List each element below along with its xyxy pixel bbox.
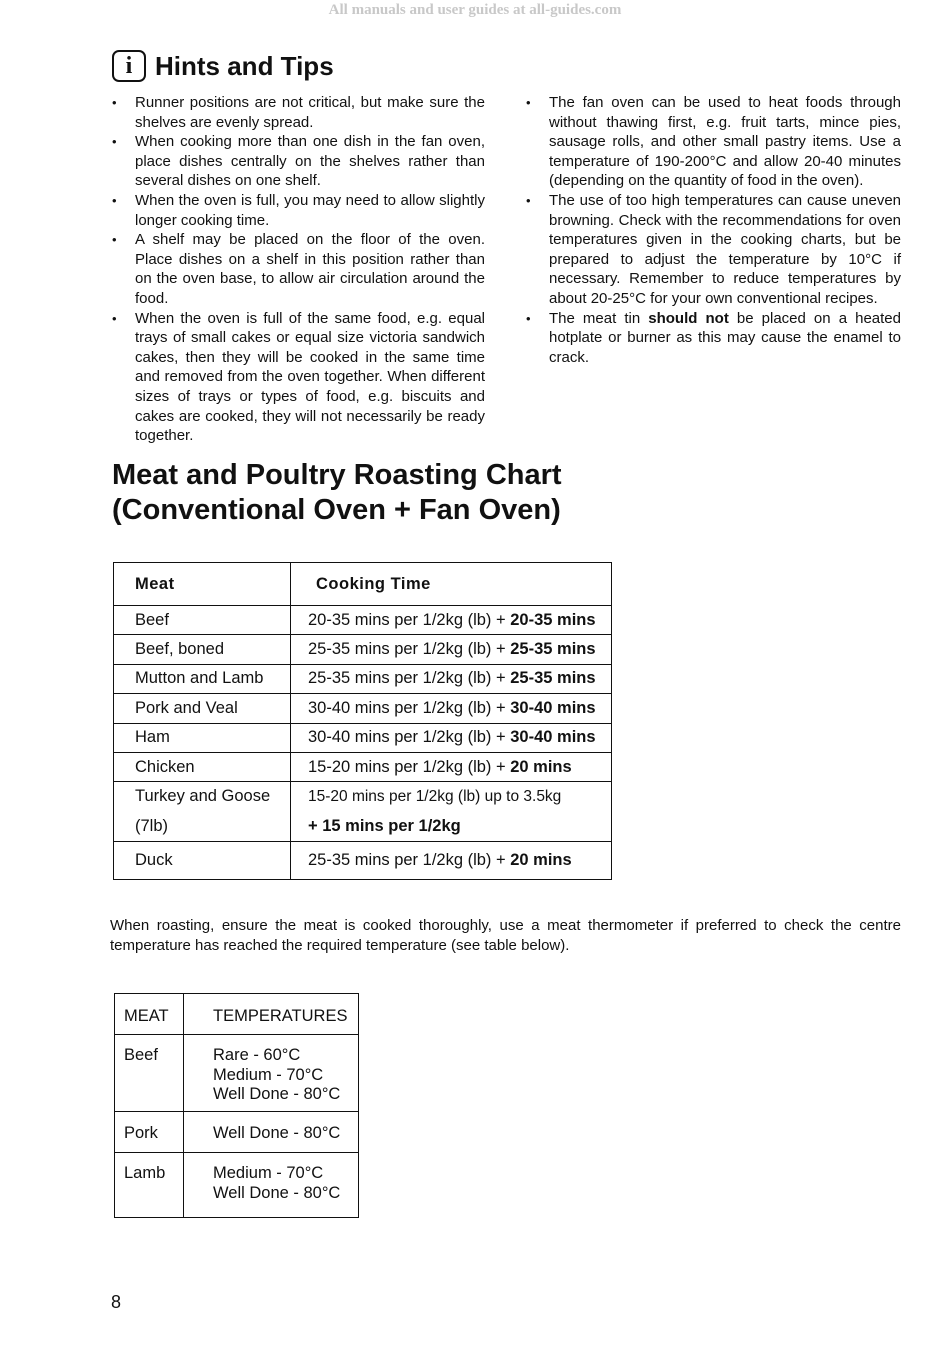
table-row [114,606,612,635]
time-cell [291,842,612,880]
hint-item: • The fan oven can be used to heat foods through without thawing first, e.g. fruit tarts, mince pies, sausage rolls, and other small pastry items. Use a temperature of 190-200°C and allow 20-40 minutes (depending on the quantity of food in the oven). [526,93,901,191]
header-temperatures: TEMPERATURES [184,994,359,1035]
time-cell [291,664,612,693]
hint-item: • Runner positions are not critical, but make sure the shelves are evenly spread. [112,93,485,132]
hints-left-column [112,93,485,446]
meat-cell: Ham [114,723,291,752]
meat-cell: Beef, boned [114,635,291,664]
roasting-chart-table [113,562,612,880]
table-header-row [114,563,612,606]
temperature-line: Rare - 60°C [213,1046,301,1064]
hints-header [112,50,334,82]
page-number: 8 [111,1292,122,1312]
time-text: 15-20 mins per 1/2kg (lb) + [308,757,511,776]
roasting-chart-title [112,458,562,528]
meat-cell: Chicken [114,752,291,781]
table-row [114,752,612,781]
meat-cell: Pork and Veal [114,694,291,723]
time-extra: 20-35 mins [510,610,596,629]
hint-item: • A shelf may be placed on the floor of the oven. Place dishes on a shelf in this position rather than on the oven base, to allow air circulation around the food. [112,230,485,308]
roasting-chart-title-line1: Meat and Poultry Roasting Chart [112,459,562,491]
time-text: 30-40 mins per 1/2kg (lb) + [308,698,511,717]
time-text: 25-35 mins per 1/2kg (lb) + [308,640,511,659]
meat-cell: Mutton and Lamb [114,664,291,693]
time-line: + 15 mins per 1/2kg [308,816,461,835]
table-row [115,1035,359,1112]
table-row [114,782,612,842]
hint-item [526,309,901,368]
temperature-cell [184,1153,359,1218]
time-cell [291,606,612,635]
time-extra: 30-40 mins [510,698,596,717]
hints-title: Hints and Tips [155,50,334,81]
header-meat: Meat [114,563,291,606]
hint-item: • When cooking more than one dish in the fan oven, place dishes centrally on the shelves rather than several dishes on one shelf. [112,132,485,191]
hint-item: • When the oven is full, you may need to allow slightly longer cooking time. [112,191,485,230]
time-cell [291,694,612,723]
time-cell [291,635,612,664]
table-row [114,842,612,880]
meat-line: Turkey and Goose [135,787,271,806]
table-row [114,635,612,664]
temperature-table [114,993,359,1218]
table-row [114,694,612,723]
time-text: 25-35 mins per 1/2kg (lb) + [308,851,511,870]
table-row [114,664,612,693]
table-row [115,1112,359,1153]
hints-right-column [526,93,901,367]
hint-text: The meat tin [549,309,649,327]
meat-cell: Beef [114,606,291,635]
time-extra: 25-35 mins [510,669,596,688]
time-extra: 25-35 mins [510,640,596,659]
hint-item: • The use of too high temperatures can cause uneven browning. Check with the recommendations for oven temperatures given in the cooking charts, but be prepared to adjust the temperature by 10°C if necessary. Remember to reduce temperatures by about 20-25°C for your own conventional recipes. [526,191,901,309]
info-icon: i [112,50,146,82]
meat-cell: Lamb [115,1153,184,1218]
time-cell [291,723,612,752]
temperature-line: Well Done - 80°C [213,1183,341,1202]
time-extra: 20 mins [510,851,572,870]
temperature-cell [184,1112,359,1153]
temperature-cell [184,1035,359,1112]
temperature-line: Well Done - 80°C [213,1085,341,1104]
roasting-note: When roasting, ensure the meat is cooked thoroughly, use a meat thermometer if preferred to check the centre temperature has reached the required temperature (see table below). [110,917,901,954]
meat-cell [114,782,291,842]
table-row [114,723,612,752]
hint-text: be placed on a heated hotplate or burner as this may cause the enamel to crack. [549,309,901,366]
meat-cell: Pork [115,1112,184,1153]
meat-cell: Duck [114,842,291,880]
time-text: 30-40 mins per 1/2kg (lb) + [308,728,511,747]
meat-line: (7lb) [135,816,169,835]
table-header-row [115,994,359,1035]
temperature-line: Medium - 70°C [213,1164,324,1182]
time-extra: 20 mins [510,757,572,776]
roasting-chart-title-line2: (Conventional Oven + Fan Oven) [112,494,561,526]
time-cell [291,782,612,842]
time-cell [291,752,612,781]
temperature-line: Well Done - 80°C [213,1124,341,1142]
watermark: All manuals and user guides at all-guides.com [328,2,622,18]
time-line: 15-20 mins per 1/2kg (lb) up to 3.5kg [308,788,562,806]
temperature-line: Medium - 70°C [213,1065,324,1084]
header-cooking-time: Cooking Time [291,563,612,606]
hint-item: • When the oven is full of the same food, e.g. equal trays of small cakes or equal size victoria sandwich cakes, then they will be cooked in the same time and removed from the oven together. When different sizes of trays or types of food, e.g. biscuits and cakes are cooked, they will not necessarily be ready together. [112,309,485,446]
time-extra: 30-40 mins [510,728,596,747]
time-text: 20-35 mins per 1/2kg (lb) + [308,610,511,629]
header-meat: MEAT [115,994,184,1035]
table-row [115,1153,359,1218]
time-text: 25-35 mins per 1/2kg (lb) + [308,669,511,688]
hint-emphasis: should not [648,309,729,327]
meat-cell: Beef [115,1035,184,1112]
